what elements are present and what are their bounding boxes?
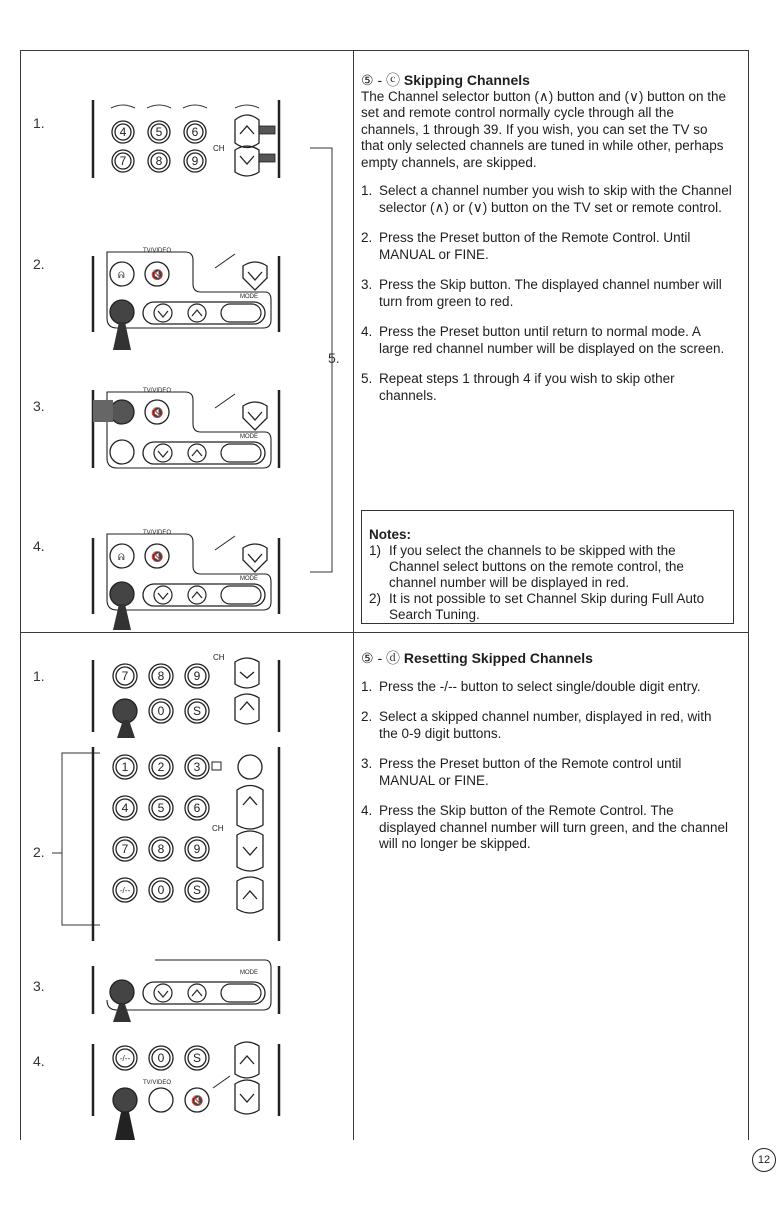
svg-text:1: 1 xyxy=(121,760,129,774)
svg-text:7: 7 xyxy=(121,842,129,856)
remote-illustration-skip xyxy=(85,380,285,480)
step-item: 1. Press the -/-- button to select single/double digit entry. xyxy=(361,678,701,694)
digit-8-label: 8 xyxy=(155,154,163,168)
svg-text:🔇: 🔇 xyxy=(191,1096,204,1107)
svg-text:🔇: 🔇 xyxy=(151,408,164,419)
svg-text:CH: CH xyxy=(212,824,224,833)
step-item: 5. Repeat steps 1 through 4 if you wish to skip other channels. xyxy=(361,371,675,403)
svg-text:S: S xyxy=(192,1051,202,1065)
section-resetting-skipped-channels xyxy=(361,650,733,867)
digit-4-label: 4 xyxy=(119,125,127,139)
step-item: 1. Select a channel number you wish to skip with the Channel selector (∧) or (∨) button on the TV set or remote control. xyxy=(361,183,732,215)
digit-7-label: 7 xyxy=(119,154,127,168)
section-heading: ⑤ - ⓒ Skipping Channels xyxy=(361,72,530,88)
remote-illustration-digit-keypad xyxy=(52,745,287,945)
remote-illustration-preset-return xyxy=(85,522,285,632)
step-list xyxy=(361,183,733,404)
remote-illustration-dash-button xyxy=(85,648,285,738)
remote-illustration-preset-d xyxy=(85,952,285,1022)
notes-box xyxy=(361,510,734,624)
step-item: 4. Press the Preset button until return to normal mode. A large red channel number will be displayed on the screen. xyxy=(361,324,725,356)
notes-list xyxy=(369,543,727,623)
bracket-label-step-5: 5. xyxy=(328,350,340,366)
svg-text:8: 8 xyxy=(157,669,165,683)
illustration-step-4: 4. xyxy=(33,1053,45,1069)
step-item: 2. Press the Preset button of the Remote Control. Until MANUAL or FINE. xyxy=(361,230,691,262)
pointing-finger-icon xyxy=(113,322,131,350)
section-heading: ⑤ - ⓓ Resetting Skipped Channels xyxy=(361,650,593,666)
svg-text:ᕱ: ᕱ xyxy=(118,270,125,280)
note-item: 1) If you select the channels to be skipped with the Channel select buttons on the remote control, the channel number will be displayed in red. xyxy=(369,543,684,590)
illustration-step-3: 3. xyxy=(33,398,45,414)
svg-text:MODE: MODE xyxy=(240,434,258,440)
illustration-step-1: 1. xyxy=(33,668,45,684)
illustration-step-3: 3. xyxy=(33,978,45,994)
step-item: 4. Press the Skip button of the Remote Control. The displayed channel number will turn green, and the channel will no longer be skipped. xyxy=(361,803,728,851)
svg-text:0: 0 xyxy=(157,883,165,897)
svg-text:-/--: -/-- xyxy=(119,886,131,895)
svg-text:MODE: MODE xyxy=(240,970,258,976)
svg-text:8: 8 xyxy=(157,842,165,856)
digit-9-label: 9 xyxy=(191,154,199,168)
svg-text:4: 4 xyxy=(121,801,129,815)
ch-up-down-buttons xyxy=(235,115,259,176)
ch-label: CH xyxy=(213,144,225,153)
illustration-step-1: 1. xyxy=(33,115,45,131)
frame-left-rule xyxy=(20,50,21,1140)
step-list xyxy=(361,679,733,853)
frame-middle-rule xyxy=(20,632,748,633)
svg-text:9: 9 xyxy=(193,842,201,856)
svg-text:TV/VIDEO: TV/VIDEO xyxy=(143,530,172,536)
frame-right-rule xyxy=(748,50,749,1140)
step-item: 2. Select a skipped channel number, displayed in red, with the 0-9 digit buttons. xyxy=(361,709,712,741)
svg-text:CH: CH xyxy=(213,653,225,662)
svg-text:ᕱ: ᕱ xyxy=(118,552,125,562)
svg-text:0: 0 xyxy=(157,1051,165,1065)
svg-text:S: S xyxy=(192,704,202,718)
section-skipping-channels xyxy=(361,72,733,418)
digit-5-label: 5 xyxy=(155,125,163,139)
remote-illustration-skip-d xyxy=(85,1036,285,1140)
illustration-step-2: 2. xyxy=(33,844,45,860)
step-5-bracket xyxy=(300,140,340,580)
mode-label: MODE xyxy=(240,294,258,300)
notes-title: Notes: xyxy=(369,527,412,542)
illustration-step-4: 4. xyxy=(33,538,45,554)
frame-center-rule xyxy=(353,50,354,1140)
tv-video-label: TV/VIDEO xyxy=(143,248,172,254)
svg-text:7: 7 xyxy=(121,669,129,683)
svg-text:TV/VIDEO: TV/VIDEO xyxy=(143,1080,172,1086)
svg-text:-/--: -/-- xyxy=(119,1054,131,1063)
svg-text:6: 6 xyxy=(193,801,201,815)
svg-text:🔇: 🔇 xyxy=(151,270,164,281)
svg-text:5: 5 xyxy=(157,801,165,815)
remote-illustration-preset xyxy=(85,240,285,350)
svg-text:TV/VIDEO: TV/VIDEO xyxy=(143,388,172,394)
illustration-step-2: 2. xyxy=(33,256,45,272)
svg-text:🔇: 🔇 xyxy=(151,552,164,563)
step-item: 3. Press the Preset button of the Remote control until MANUAL or FINE. xyxy=(361,756,682,788)
note-item: 2) It is not possible to set Channel Skip during Full Auto Search Tuning. xyxy=(369,591,705,622)
frame-top-rule xyxy=(20,50,748,51)
page-number: 12 xyxy=(752,1148,776,1172)
svg-text:3: 3 xyxy=(193,760,201,774)
svg-text:2: 2 xyxy=(157,760,165,774)
svg-text:MODE: MODE xyxy=(240,576,258,582)
section-intro: The Channel selector button (∧) button and (∨) button on the set and remote control normally cycle through all the channels, 1 through 39. If you wish, you can set the TV so that only selected channels are tuned in while other, perhaps empty channels, are skipped. xyxy=(361,88,726,170)
pressing-hand-icon xyxy=(259,126,275,162)
svg-text:0: 0 xyxy=(157,704,165,718)
digit-6-label: 6 xyxy=(191,125,199,139)
svg-text:9: 9 xyxy=(193,669,201,683)
step-item: 3. Press the Skip button. The displayed channel number will turn from green to red. xyxy=(361,277,722,309)
remote-illustration-digits-ch xyxy=(85,98,285,180)
svg-text:S: S xyxy=(192,883,202,897)
